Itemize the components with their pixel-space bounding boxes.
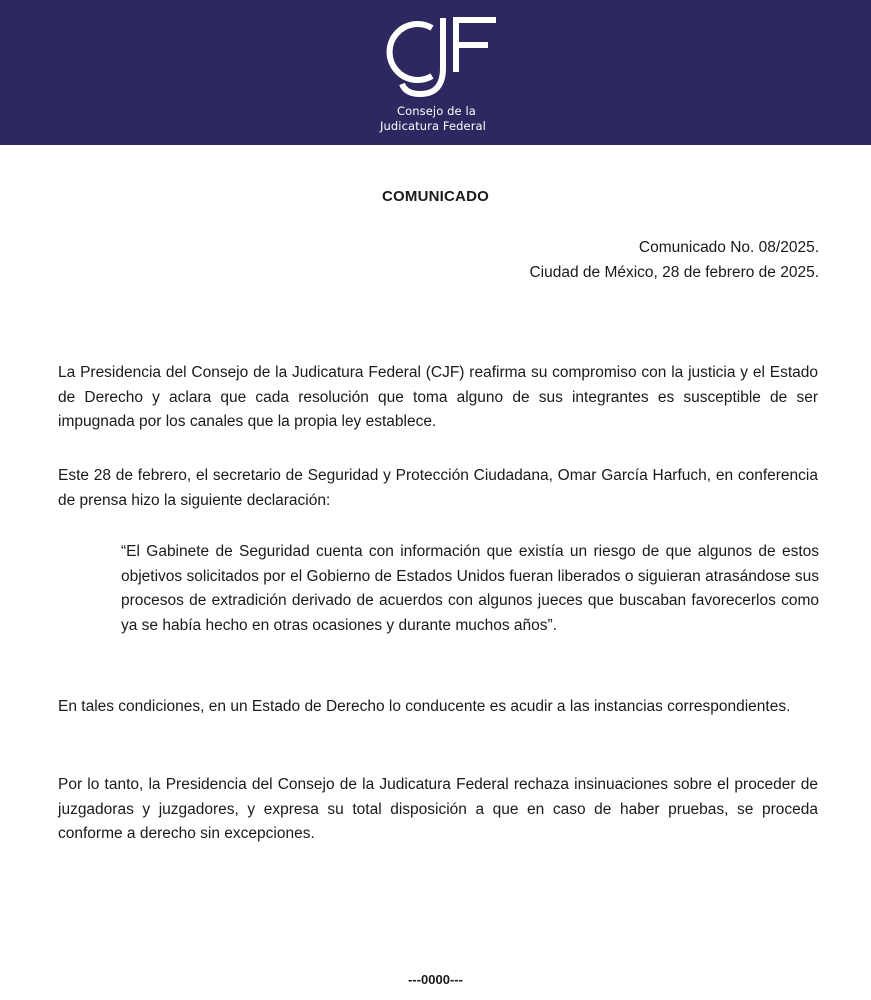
logo-caption-line1: Consejo de la	[397, 104, 476, 118]
paragraph-1: La Presidencia del Consejo de la Judicatura Federal (CJF) reafirma su compromiso con la justicia y el Estado de Derecho y aclara que cada resolución que toma alguno de sus integrantes es susceptible de ser impugnada por los canales que la propia ley establece.	[58, 364, 818, 430]
cjf-logo-mark	[380, 10, 520, 105]
paragraph-3: En tales condiciones, en un Estado de Derecho lo conducente es acudir a las instancias correspondientes.	[58, 698, 791, 715]
communique-number: Comunicado No. 08/2025.	[638, 239, 819, 256]
paragraph-4: Por lo tanto, la Presidencia del Consejo de la Judicatura Federal rechaza insinuaciones sobre el proceder de juzgadoras y juzgadores, y expresa su total disposición a que en caso de haber pruebas, se proceda conforme a derecho sin excepciones.	[58, 776, 818, 842]
logo-caption	[380, 104, 520, 134]
document-heading: COMUNICADO	[382, 188, 489, 205]
block-quote: “El Gabinete de Seguridad cuenta con información que existía un riesgo de que algunos de estos objetivos solicitados por el Gobierno de Estados Unidos fueran liberados o siguieran atrasándose sus procesos de extradición derivado de acuerdos con algunos jueces que buscaban favorecerlos como ya se había hecho en otras ocasiones y durante muchos años”.	[121, 543, 819, 634]
cjf-logo	[380, 10, 520, 140]
document-meta	[529, 235, 819, 285]
closing-mark: ---0000---	[408, 972, 463, 987]
place-date: Ciudad de México, 28 de febrero de 2025.	[529, 264, 819, 281]
header-banner	[0, 0, 871, 145]
paragraph-2: Este 28 de febrero, el secretario de Seguridad y Protección Ciudadana, Omar García Harfuch, en conferencia de prensa hizo la siguiente declaración:	[58, 467, 818, 509]
logo-caption-line2: Judicatura Federal	[380, 119, 486, 133]
